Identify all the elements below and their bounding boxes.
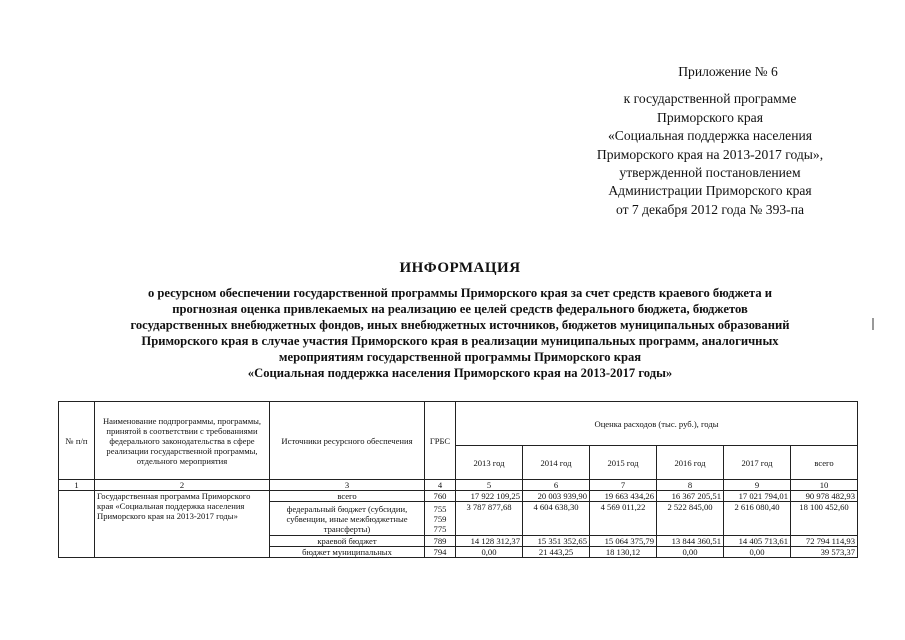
header-grbs: ГРБС (425, 402, 456, 480)
appendix-line: от 7 декабря 2012 года № 393-па (615, 201, 805, 217)
year-header: 2013 год (456, 446, 523, 480)
value-cell: 14 405 713,61 (724, 536, 791, 547)
appendix-line: Приморского края (657, 109, 763, 125)
value-cell: 21 443,25 (523, 547, 590, 558)
col-number: 6 (523, 480, 590, 491)
total-cell: 90 978 482,93 (791, 491, 858, 502)
value-cell: 0,00 (657, 547, 724, 558)
value-cell: 0,00 (456, 547, 523, 558)
program-name: Государственная программа Приморского края «Социальная поддержка населения Приморского края на 2013-2017 годы» (95, 491, 270, 558)
header-estimate: Оценка расходов (тыс. руб.), годы (456, 402, 858, 446)
header-row (59, 402, 858, 446)
subtitle-line: прогнозная оценка привлекаемых на реализацию ее целей средств федерального бюджета, бюджетов (172, 302, 748, 316)
appendix-block (560, 63, 860, 219)
col-number: 4 (425, 480, 456, 491)
subtitle-line: о ресурсном обеспечении государственной программы Приморского края за счет средств краевого бюджета и (147, 286, 773, 300)
value-cell: 2 616 080,40 (724, 502, 791, 536)
header-num: № п/п (59, 402, 95, 480)
total-cell: 72 794 114,93 (791, 536, 858, 547)
subtitle-line: государственных внебюджетных фондов, иных внебюджетных источников, бюджетов муниципальных образований (130, 318, 790, 332)
value-cell: 0,00 (724, 547, 791, 558)
appendix-line: Администрации Приморского края (608, 183, 812, 199)
value-cell: 2 522 845,00 (657, 502, 724, 536)
grbs-cell: 789 (425, 536, 456, 547)
value-cell: 14 128 312,37 (456, 536, 523, 547)
document-title: ИНФОРМАЦИЯ (399, 260, 521, 276)
value-cell: 16 367 205,51 (657, 491, 724, 502)
total-cell: 39 573,37 (791, 547, 858, 558)
appendix-line: Приморского края на 2013-2017 годы», (596, 146, 824, 162)
col-number: 8 (657, 480, 724, 491)
value-cell: 15 064 375,79 (590, 536, 657, 547)
value-cell: 3 787 877,68 (456, 502, 523, 536)
scan-mark (872, 318, 874, 330)
col-number: 9 (724, 480, 791, 491)
resource-table (58, 401, 858, 558)
total-cell: 18 100 452,60 (791, 502, 858, 536)
col-number: 2 (95, 480, 270, 491)
source-cell: федеральный бюджет (субсидии, субвенции, иные межбюджетные трансферты) (270, 502, 425, 536)
document-heading (60, 260, 860, 381)
appendix-line: к государственной программе (623, 91, 797, 107)
subtitle-line: «Социальная поддержка населения Приморского края на 2013-2017 годы» (247, 366, 673, 380)
appendix-line: «Социальная поддержка населения (607, 128, 813, 144)
value-cell: 18 130,12 (590, 547, 657, 558)
header-name: Наименование подпрограммы, программы, принятой в соответствии с требованиями федерального законодательства в сфере реализации государственной программы, отдельного мероприятия (95, 402, 270, 480)
col-number: 3 (270, 480, 425, 491)
source-cell: краевой бюджет (270, 536, 425, 547)
subtitle-line: Приморского края в случае участия Приморского края в реализации муниципальных программ, аналогичных (141, 334, 779, 348)
column-number-row (59, 480, 858, 491)
grbs-cell: 760 (425, 491, 456, 502)
source-cell: бюджет муниципальных (270, 547, 425, 558)
row-num-cell (59, 491, 95, 558)
source-cell: всего (270, 491, 425, 502)
value-cell: 4 604 638,30 (523, 502, 590, 536)
value-cell: 17 922 109,25 (456, 491, 523, 502)
year-header: 2017 год (724, 446, 791, 480)
appendix-number: Приложение № 6 (678, 64, 778, 79)
col-number: 1 (59, 480, 95, 491)
col-number: 5 (456, 480, 523, 491)
header-sources: Источники ресурсного обеспечения (270, 402, 425, 480)
year-header: 2016 год (657, 446, 724, 480)
value-cell: 4 569 011,22 (590, 502, 657, 536)
col-number: 10 (791, 480, 858, 491)
appendix-line: утвержденной постановлением (619, 165, 801, 181)
table-row (59, 491, 858, 502)
value-cell: 15 351 352,65 (523, 536, 590, 547)
value-cell: 19 663 434,26 (590, 491, 657, 502)
value-cell: 17 021 794,01 (724, 491, 791, 502)
grbs-cell: 794 (425, 547, 456, 558)
year-header: 2015 год (590, 446, 657, 480)
total-header: всего (791, 446, 858, 480)
year-header: 2014 год (523, 446, 590, 480)
value-cell: 13 844 360,51 (657, 536, 724, 547)
grbs-cell: 755 759 775 (425, 502, 456, 536)
col-number: 7 (590, 480, 657, 491)
value-cell: 20 003 939,90 (523, 491, 590, 502)
subtitle-line: мероприятиям государственной программы Приморского края (278, 350, 642, 364)
